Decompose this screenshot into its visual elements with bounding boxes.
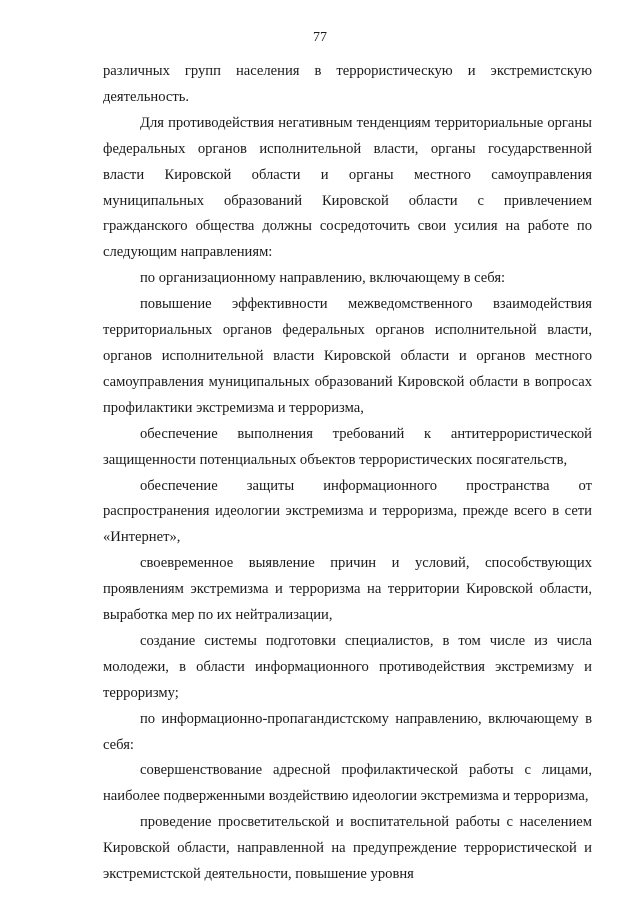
- paragraph-11: проведение просветительской и воспитательной работы с населением Кировской области, направленной на предупреждение террористической и экстремистской деятельности, повышение уровня: [103, 814, 592, 883]
- paragraph-1: различных групп населения в террористическую и экстремистскую деятельность.: [103, 63, 592, 105]
- paragraph-6: обеспечение защиты информационного пространства от распространения идеологии экстремизма и терроризма, прежде всего в сети «Интернет»,: [103, 477, 592, 546]
- page-number: 77: [313, 30, 327, 45]
- paragraph-5: обеспечение выполнения требований к антитеррористической защищенности потенциальных объектов террористических посягательств,: [103, 425, 592, 468]
- paragraph-9: по информационно-пропагандистскому направлению, включающему в себя:: [103, 710, 592, 753]
- paragraph-8: создание системы подготовки специалистов, в том числе из числа молодежи, в области информационного противодействия экстремизму и терроризму;: [103, 632, 592, 701]
- body-text: [103, 59, 592, 888]
- paragraph-2: Для противодействия негативным тенденциям территориальные органы федеральных органов исполнительной власти, органы государственной власти Кировской области и органы местного самоуправления муниципальных образований Кировской области с привлечением гражданского общества должны сосредоточить свои усилия на работе по следующим направлениям:: [103, 114, 592, 261]
- paragraph-7: своевременное выявление причин и условий, способствующих проявлениям экстремизма и терроризма на территории Кировской области, выработка мер по их нейтрализации,: [103, 555, 592, 624]
- paragraph-3: по организационному направлению, включающему в себя:: [140, 270, 506, 287]
- paragraph-4: повышение эффективности межведомственного взаимодействия территориальных органов федеральных органов исполнительной власти, органов исполнительной власти Кировской области и органов местного самоуправления муниципальных образований Кировской области в вопросах профилактики экстремизма и терроризма,: [103, 296, 592, 416]
- paragraph-10: совершенствование адресной профилактической работы с лицами, наиболее подверженными воздействию идеологии экстремизма и терроризма,: [103, 762, 592, 805]
